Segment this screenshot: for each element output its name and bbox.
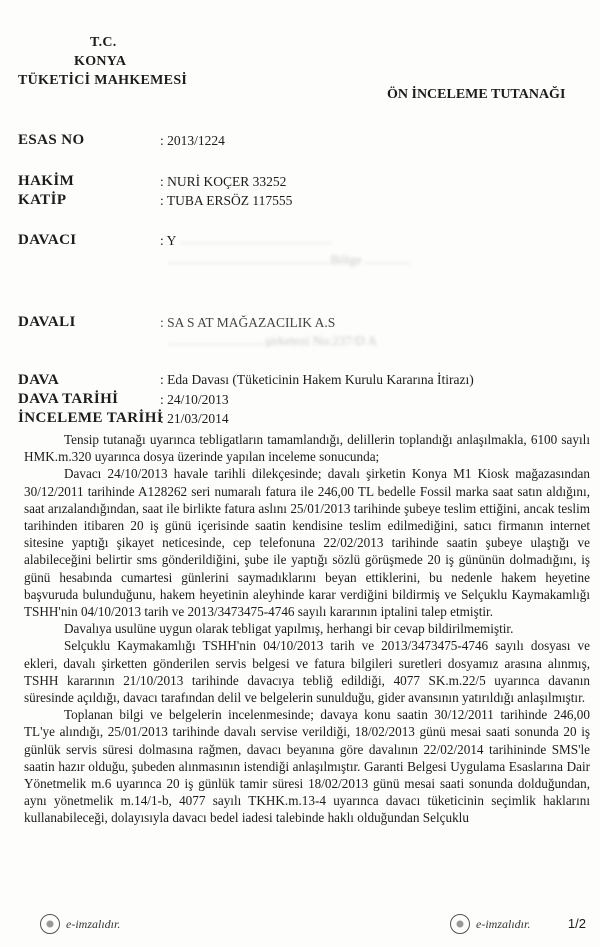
davaci-label: DAVACI: [18, 232, 77, 248]
header-city: KONYA: [74, 54, 127, 69]
esas-no-label: ESAS NO: [18, 132, 85, 148]
dava-value: : Eda Davası (Tüketicinin Hakem Kurulu Kararına İtirazı): [160, 372, 474, 387]
signature-text: e-imzalıdır.: [476, 916, 531, 931]
footer-left-signature: [40, 914, 120, 934]
header-court: TÜKETİCİ MAHKEMESİ: [18, 73, 188, 88]
header-tc: T.C.: [90, 35, 117, 50]
davali-redacted-line2: ..............................şirketezi No:237/D A: [168, 333, 377, 348]
document-title: ÖN İNCELEME TUTANAĞI: [387, 87, 566, 102]
hakim-label: HAKİM: [18, 173, 75, 189]
body-text: [24, 431, 590, 827]
paragraph: Toplanan bilgi ve belgelerin incelenmesinde; davaya konu saatin 30/12/2011 tarihinde 246,00 TL'ye alındığı, 25/01/2013 tarihinde davalı servise verildiği, 18/02/2013 günü mesai saati sonunda 20 iş günlük servis süresi dolmasına rağmen, davacı beyanına göre davalının 22/02/2014 tarihininde SMS'le saatin hazır olduğu, şubeden alınmasının istendiği anlaşılmıştır. Garanti Belgesi Uygulama Esaslarına Dair Yönetmelik m.6 uyarınca 20 iş günlük tamir süresi 18/02/2013 günü mesai saati sonunda dolduğundan, aynı yönetmelik m.14/1-b, 4077 sayılı TKHK.m.13-4 uyarınca davacı tüketicinin seçimlik haklarını kullanabileceği, dolayısıyla davacı bedel iadesi talebinde haklı olduğundan Selçuklu: [24, 707, 590, 826]
katip-label: KATİP: [18, 192, 67, 208]
footer-right-signature: [450, 914, 530, 934]
paragraph: Davalıya usulüne uygun olarak tebligat yapılmış, herhangi bir cevap bildirilmemiştir.: [64, 621, 514, 637]
signature-text: e-imzalıdır.: [66, 916, 121, 931]
page-number: 1/2: [567, 916, 586, 931]
davaci-redacted-line1: ...............................................: [180, 232, 333, 247]
seal-icon: [40, 914, 60, 934]
paragraph: Selçuklu Kaymakamlığı TSHH'nin 04/10/2013 tarih ve 2013/3473475-4746 sayılı dosyası ve ekleri, davalı şirketten gönderilen servis belgesi ve fatura bilgileri suretleri dosyamız arasına alınmış, TSHH kararının 21/10/2013 tarihinde davacıya tebliğ edildiği, 4077 SK.m.22/5 uyarınca davanın süresinde açıldığı, davacı tarafından delil ve belgelerin sunulduğu, gider avansının yatırıldığı anlaşılmıştır.: [24, 638, 590, 706]
hakim-value: : NURİ KOÇER 33252: [160, 174, 287, 189]
seal-icon: [450, 914, 470, 934]
dava-label: DAVA: [18, 372, 60, 388]
katip-value: : TUBA ERSÖZ 117555: [160, 193, 293, 208]
inceleme-tarihi-label: İNCELEME TARİHİ: [18, 410, 164, 426]
davaci-value: : Y: [160, 233, 177, 248]
dava-tarihi-value: : 24/10/2013: [160, 392, 229, 407]
esas-no-value: : 2013/1224: [160, 133, 225, 148]
davali-value: : SA S AT MAĞAZACILIK A.S: [160, 315, 336, 330]
davaci-redacted-line2: ..................................................Bölge ..............: [168, 252, 411, 267]
paragraph: Tensip tutanağı uyarınca tebligatların tamamlandığı, delillerin toplandığı anlaşılmakla, 6100 sayılı HMK.m.320 uyarınca dosya üzerinde yapılan inceleme sonucunda;: [24, 432, 590, 465]
inceleme-tarihi-value: : 21/03/2014: [160, 411, 229, 426]
paragraph: Davacı 24/10/2013 havale tarihli dilekçesinde; davalı şirketin Konya M1 Kiosk mağazasından 30/12/2011 tarihinde A128262 seri numaralı fatura ile 246,00 TL bedelle Fossil marka saat satın aldığını, saat arızalandığından, saat ile birlikte fatura aslını 25/01/2013 tarihinde şubeye teslim ettiğini, ancak teslim tarihinden itibaren 20 iş günü içerisinde saatin kendisine teslim edilmediğini, satıcı firmanın internet sitesine yaptığı şikayet neticesinde, cep telefonuna 22/02/2013 tarihinde saatin şubeye ulaştığı ve alabileceğini belirtir sms gönderildiğini, şube ile yaptığı sözlü görüşmede 20 iş gününün dolmadığını, iş günü hesabında cumartesi günlerini saymadıklarını beyan ettiklerini, bu nedenle hakem heyetine başvuruda bulunduğunu, hakem heyetinin aleyhinde karar verdiğini bildirmiş ve Selçuklu Kaymakamlığı TSHH'nin 04/10/2013 tarih ve 2013/3473475-4746 sayılı kararının iptalini talep etmiştir.: [24, 466, 590, 620]
davali-label: DAVALI: [18, 314, 76, 330]
dava-tarihi-label: DAVA TARİHİ: [18, 391, 119, 407]
